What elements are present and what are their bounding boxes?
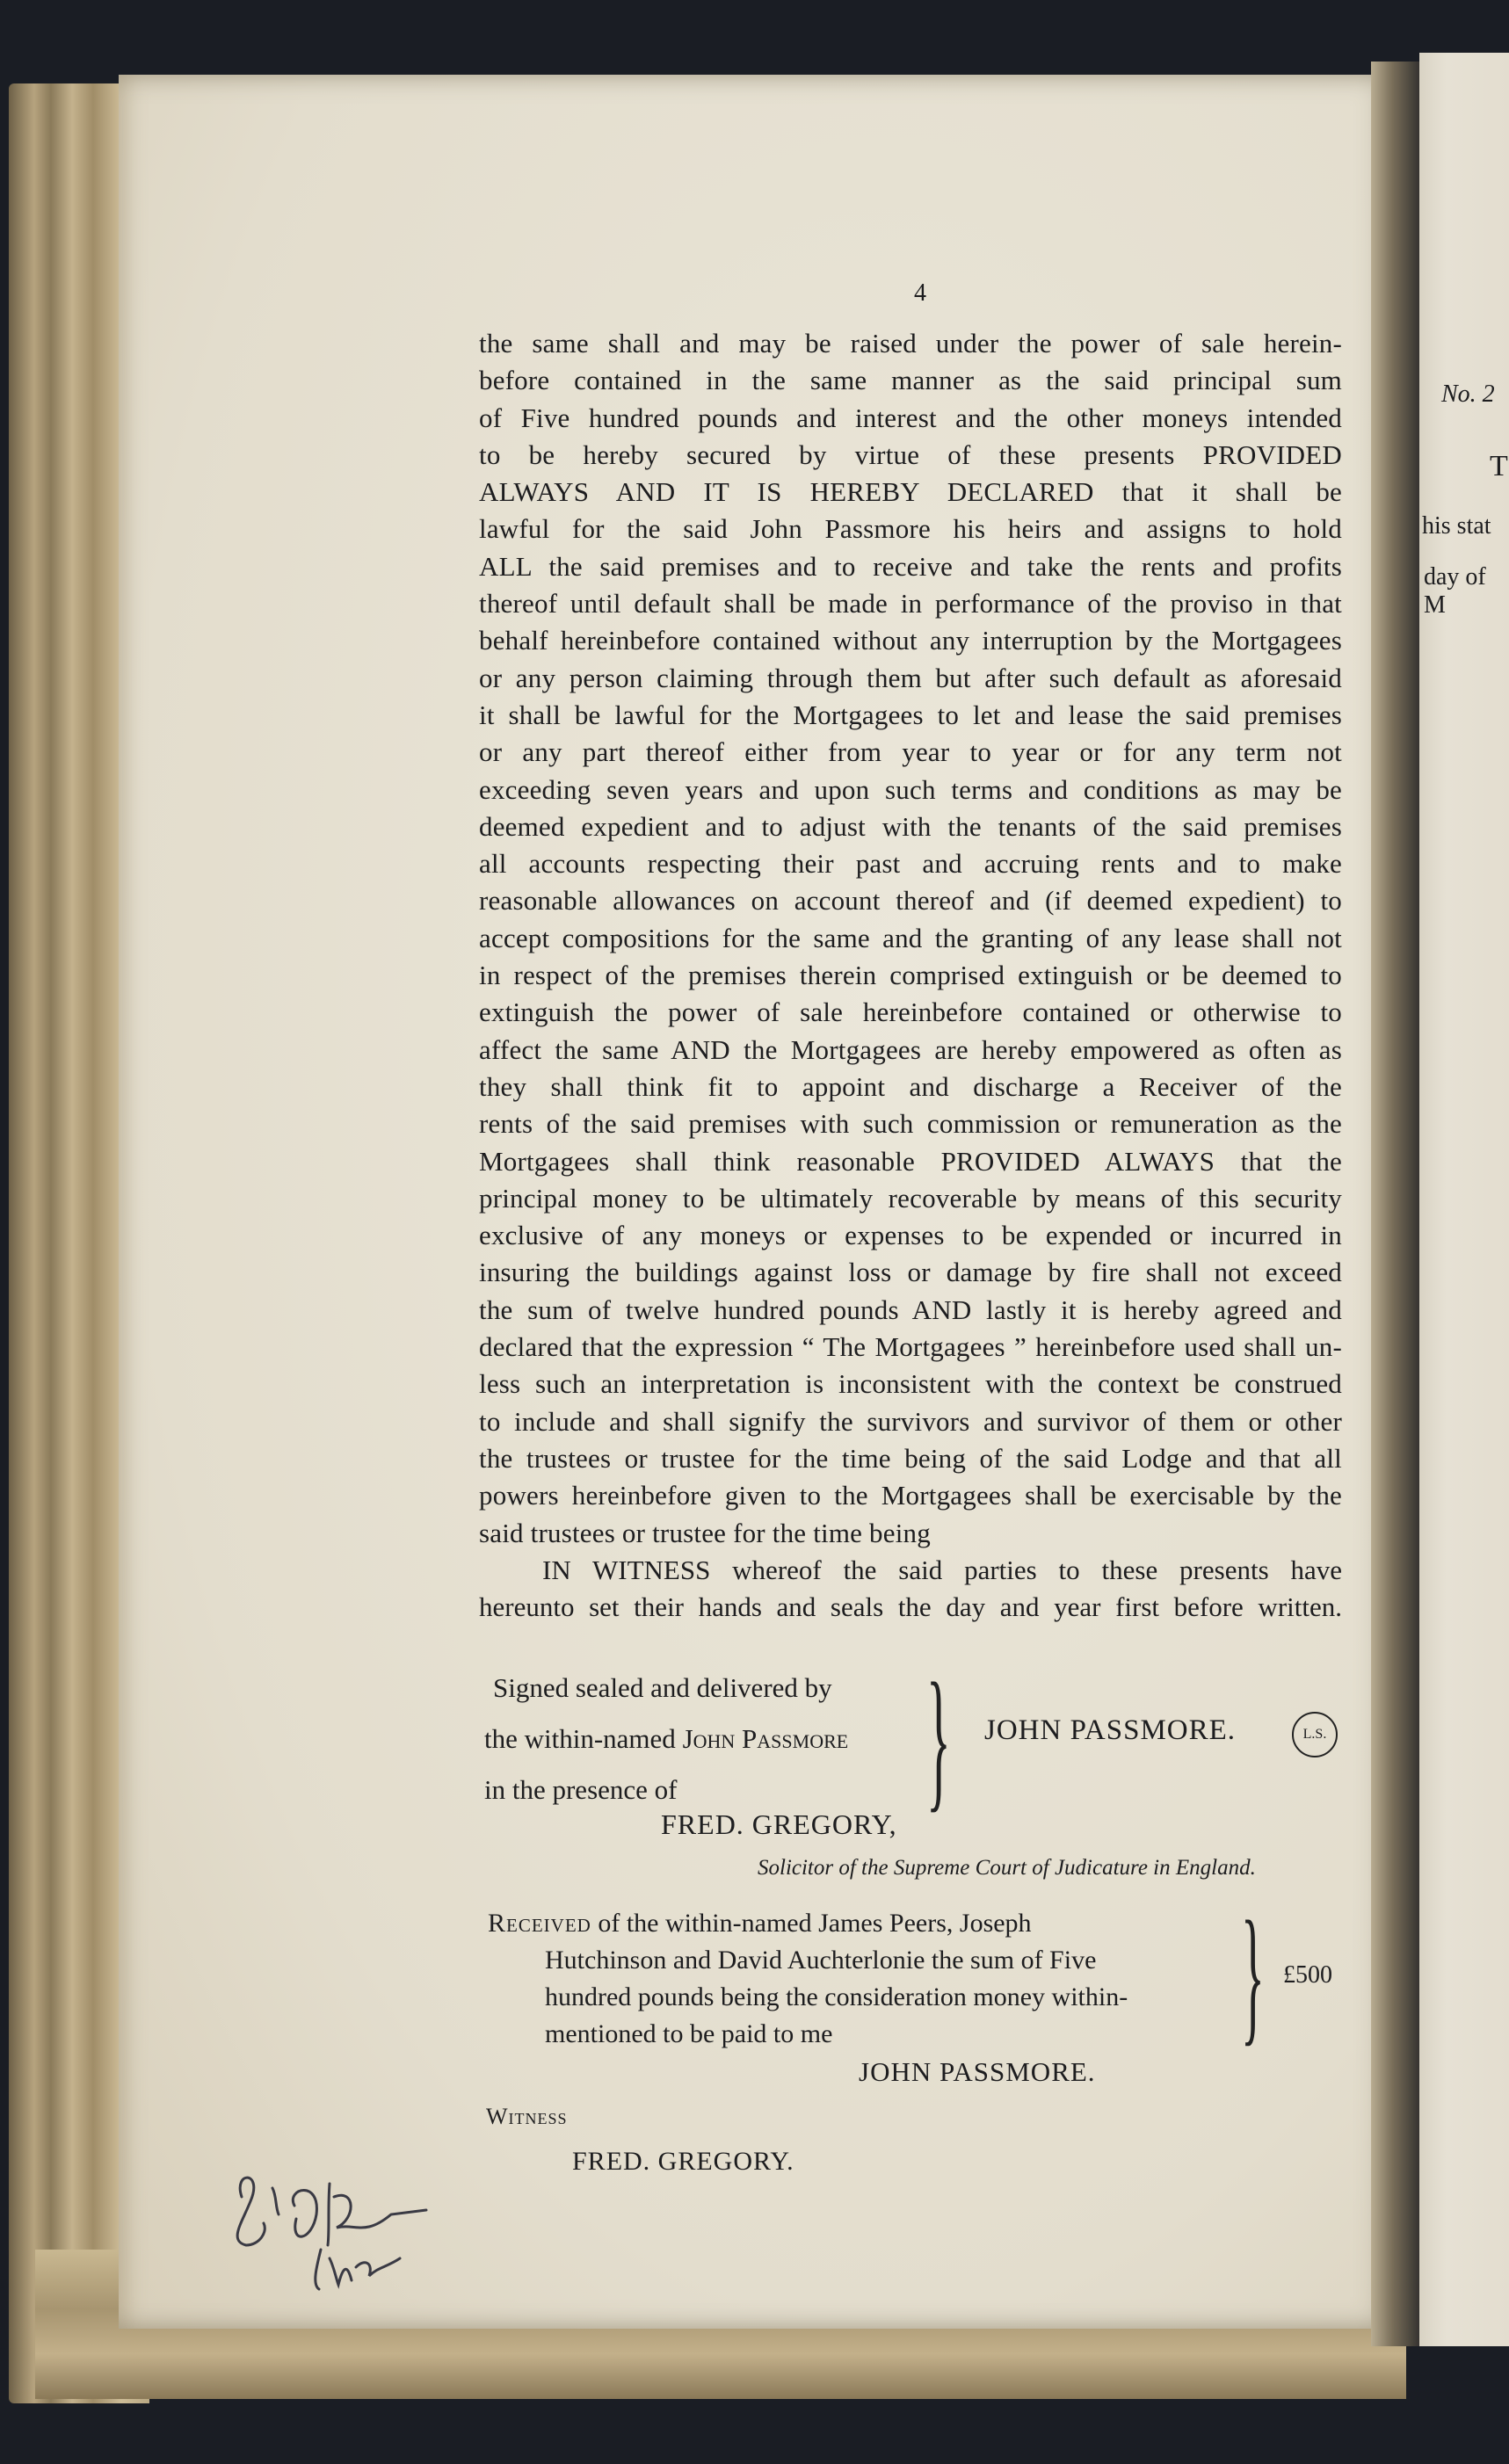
facing-page-line: day of M bbox=[1424, 563, 1486, 619]
body-line: deemed expedient and to adjust with the tenants of the said premises bbox=[479, 810, 1342, 842]
receipt-clause bbox=[488, 1905, 1217, 2053]
receipt-line: Hutchinson and David Auchterlonie the sum of Five bbox=[545, 1946, 1097, 1975]
body-line: accept compositions for the same and the granting of any lease shall not bbox=[479, 922, 1342, 953]
body-line: or any person claiming through them but after such default as aforesaid bbox=[479, 662, 1342, 693]
body-line: the trustees or trustee for the time being of the said Lodge and that all bbox=[479, 1442, 1342, 1474]
body-line: rents of the said premises with such commission or remuneration as the bbox=[479, 1108, 1342, 1140]
body-line: the sum of twelve hundred pounds AND lastly it is hereby agreed and bbox=[479, 1294, 1342, 1325]
witness-title: Solicitor of the Supreme Court of Judicature in England. bbox=[758, 1856, 1256, 1880]
body-line: lawful for the said John Passmore his heirs and assigns to hold bbox=[479, 513, 1342, 545]
body-line: before contained in the same manner as the said principal sum bbox=[479, 365, 1342, 396]
facing-page-line: No. 2 bbox=[1441, 380, 1495, 408]
body-line: exclusive of any moneys or expenses to be expended or incurred in bbox=[479, 1220, 1342, 1251]
attestation-line: in the presence of bbox=[484, 1774, 678, 1805]
body-line: ALWAYS AND IT IS HEREBY DECLARED that it shall be bbox=[479, 476, 1342, 508]
receipt-lead: Received bbox=[488, 1909, 591, 1938]
witness-clause-line: hereunto set their hands and seals the day and year first before written. bbox=[479, 1591, 1342, 1622]
attestation-line bbox=[484, 1714, 848, 1765]
body-line: to include and shall signify the survivors and survivor of them or other bbox=[479, 1405, 1342, 1437]
handwritten-initials-mark bbox=[224, 2135, 453, 2302]
body-line: affect the same AND the Mortgagees are hereby empowered as often as bbox=[479, 1033, 1342, 1065]
body-line: thereof until default shall be made in performance of the proviso in that bbox=[479, 588, 1342, 620]
attesting-witness-name: FRED. GREGORY, bbox=[661, 1808, 897, 1840]
body-line: in respect of the premises therein comprised extinguish or be deemed to bbox=[479, 960, 1342, 991]
body-line: extinguish the power of sale hereinbefore contained or otherwise to bbox=[479, 996, 1342, 1028]
book-gutter bbox=[1371, 62, 1424, 2346]
receipt-witness-name: FRED. GREGORY. bbox=[572, 2147, 794, 2176]
receipt-line: hundred pounds being the consideration money within- bbox=[545, 1982, 1128, 2011]
body-line: ALL the said premises and to receive and take the rents and profits bbox=[479, 550, 1342, 582]
body-line: to be hereby secured by virtue of these presents PROVIDED bbox=[479, 438, 1342, 470]
body-line: it shall be lawful for the Mortgagees to let and lease the said premises bbox=[479, 699, 1342, 730]
body-line: insuring the buildings against loss or damage by fire shall not exceed bbox=[479, 1257, 1342, 1288]
body-line: less such an interpretation is inconsistent with the context be construed bbox=[479, 1368, 1342, 1400]
body-line: powers hereinbefore given to the Mortgagees shall be exercisable by the bbox=[479, 1480, 1342, 1511]
body-line: behalf hereinbefore contained without any interruption by the Mortgagees bbox=[479, 625, 1342, 656]
body-line: Mortgagees shall think reasonable PROVIDED ALWAYS that the bbox=[479, 1145, 1342, 1177]
receipt-line: mentioned to be paid to me bbox=[545, 2019, 833, 2048]
right-brace: } bbox=[926, 1649, 951, 1827]
attestation-prefix: the within-named bbox=[484, 1723, 676, 1754]
body-line: reasonable allowances on account thereof and (if deemed expedient) to bbox=[479, 885, 1342, 917]
facing-page-line: T bbox=[1490, 450, 1508, 482]
receipt-text: of the within-named James Peers, Joseph bbox=[598, 1909, 1032, 1938]
body-line: all accounts respecting their past and accruing rents and to make bbox=[479, 848, 1342, 880]
body-line: principal money to be ultimately recoverable by means of this security bbox=[479, 1182, 1342, 1214]
deed-body-text bbox=[479, 325, 1342, 1552]
body-line: they shall think fit to appoint and discharge a Receiver of the bbox=[479, 1070, 1342, 1102]
receipt-line bbox=[488, 1905, 1217, 1942]
attestation-block bbox=[484, 1663, 848, 1815]
body-line: of Five hundred pounds and interest and the other moneys intended bbox=[479, 402, 1342, 433]
attestation-line: Signed sealed and delivered by bbox=[493, 1672, 832, 1703]
receipt-witness-label: Witness bbox=[486, 2104, 568, 2129]
facing-page-line: his stat bbox=[1422, 512, 1491, 540]
receipt-amount: £500 bbox=[1283, 1961, 1332, 1989]
body-line: declared that the expression “ The Mortgagees ” hereinbefore used shall un- bbox=[479, 1331, 1342, 1363]
witness-clause bbox=[479, 1552, 1342, 1626]
body-line: exceeding seven years and upon such terms and conditions as may be bbox=[479, 773, 1342, 805]
seal-mark: L.S. bbox=[1292, 1712, 1338, 1757]
attestation-name: John Passmore bbox=[682, 1723, 849, 1754]
receipt-signatory: JOHN PASSMORE. bbox=[859, 2056, 1096, 2087]
signatory-name: JOHN PASSMORE. bbox=[984, 1714, 1237, 1746]
right-brace: } bbox=[1241, 1892, 1265, 2062]
body-line: said trustees or trustee for the time being bbox=[479, 1517, 931, 1548]
witness-clause-line: IN WITNESS whereof the said parties to these presents have bbox=[542, 1554, 1342, 1585]
page-number: 4 bbox=[914, 279, 926, 307]
body-line: or any part thereof either from year to year or for any term not bbox=[479, 736, 1342, 768]
body-line: the same shall and may be raised under the power of sale herein- bbox=[479, 328, 1342, 359]
